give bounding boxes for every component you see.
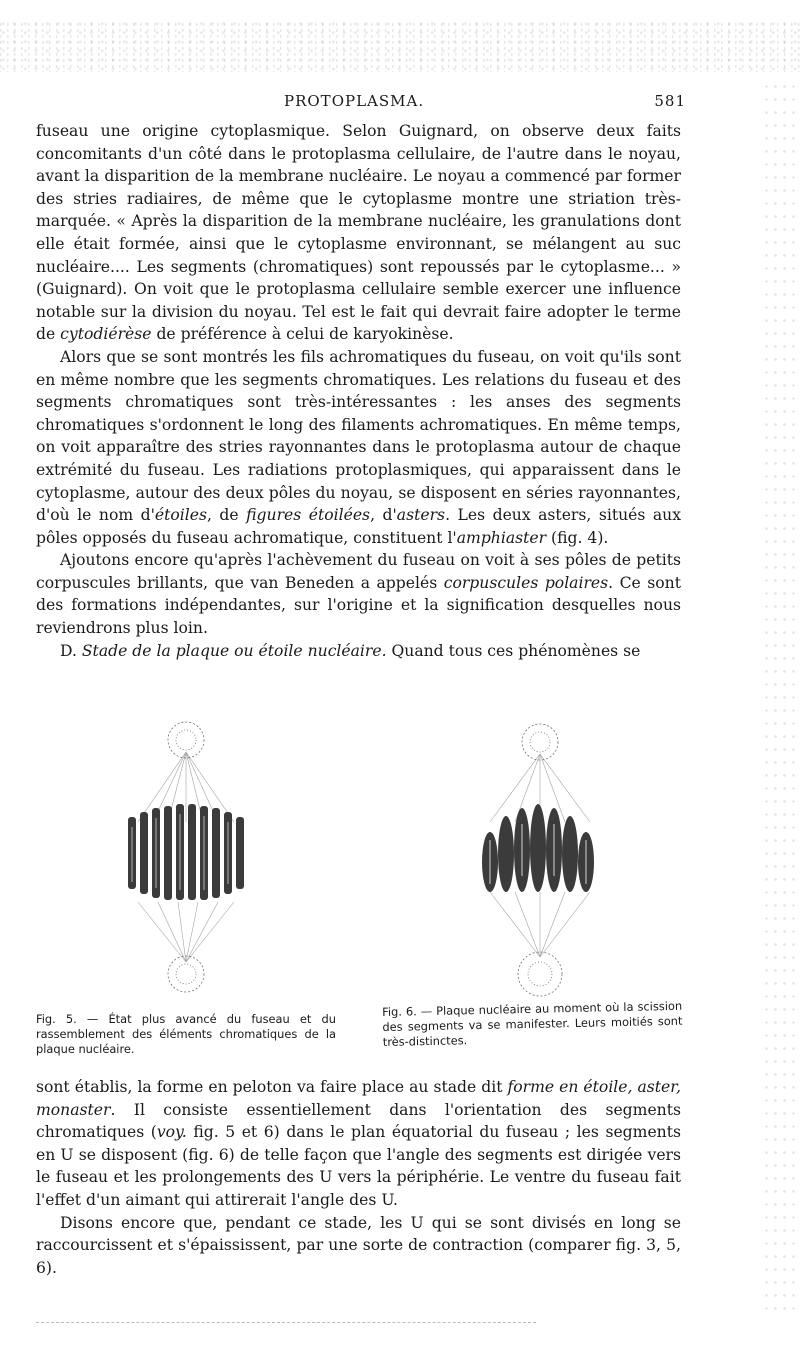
figure-6-illustration (450, 712, 640, 1002)
running-title: PROTOPLASMA. (284, 92, 425, 110)
figure-6-caption: Fig. 6. — Plaque nucléaire au moment où la scission des segments va se manifester. Leurs moitiés sont très-distinctes. (382, 998, 683, 1049)
paragraph-4: D. Stade de la plaque ou étoile nucléaire. Quand tous ces phénomènes se (60, 641, 641, 660)
page-number: 581 (654, 92, 686, 110)
figure-5-drawing (98, 712, 288, 1002)
figure-5-illustration (98, 712, 288, 1002)
bottom-rule (36, 1322, 536, 1324)
paragraph-1: fuseau une origine cytoplasmique. Selon Guignard, on observe deux faits concomitants d'un côté dans le protoplasma cellulaire, de l'autre dans le noyau, avant la disparition de la membrane nucléaire. Le noyau a commencé par former des stries radiaires, de même que le cytoplasme montre une striation très-marquée. « Après la disparition de la membrane nucléaire, les granulations dont elle était formée, ainsi que le cytoplasme environnant, se mélangent au suc nucléaire.... Les segments (chromatiques) sont repoussés par le cytoplasme... » (Guignard). On voit que le protoplasma cellulaire semble exercer une influence notable sur la division du noyau. Tel est le fait qui devrait faire adopter le terme de cytodiérèse de préférence à celui de karyokinèse. (36, 122, 681, 344)
scan-noise-right (762, 80, 800, 1320)
paragraph-6: Disons encore que, pendant ce stade, les U qui se sont divisés en long se raccourcissent et s'épaississent, par une sorte de contraction (comparer fig. 3, 5, 6). (36, 1213, 681, 1277)
paragraph-3: Ajoutons encore qu'après l'achèvement du fuseau on voit à ses pôles de petits corpuscules brillants, que van Beneden a appelés corpuscules polaires. Ce sont des formations indépendantes, sur l'origine et la signification desquelles nous reviendrons plus loin. (36, 551, 681, 638)
running-header (36, 92, 686, 114)
figure-6-drawing (450, 712, 640, 1002)
figure-5-caption: Fig. 5. — État plus avancé du fuseau et du rassemblement des éléments chromatiques de la plaque nucléaire. (36, 1012, 336, 1056)
body-text-upper (36, 120, 681, 662)
paragraph-2: Alors que se sont montrés les fils achromatiques du fuseau, on voit qu'ils sont en même nombre que les segments chromatiques. Les relations du fuseau et des segments chromatiques sont très-intéressantes : les anses des segments chromatiques s'ordonnent le long des filaments achromatiques. En même temps, on voit apparaître des stries rayonnantes dans le protoplasma autour de chaque extrémité du fuseau. Les radiations protoplasmiques, qui apparaissent dans le cytoplasme, autour des deux pôles du noyau, se disposent en séries rayonnantes, d'où le nom d'étoiles, de figures étoilées, d'asters. Les deux asters, situés aux pôles opposés du fuseau achromatique, constituent l'amphiaster (fig. 4). (36, 347, 681, 547)
paragraph-5: sont établis, la forme en peloton va faire place au stade dit forme en étoile, aster, monaster. Il consiste essentiellement dans l'orientation des segments chromatiques (voy. fig. 5 et 6) dans le plan équatorial du fuseau ; les segments en U se disposent (fig. 6) de telle façon que l'angle des segments est dirigée vers le fuseau et les prolongements des U vers la périphérie. Le ventre du fuseau fait l'effet d'un aimant qui attirerait l'angle des U. (36, 1078, 681, 1209)
body-text-lower (36, 1076, 681, 1279)
scan-noise-top (0, 22, 800, 72)
